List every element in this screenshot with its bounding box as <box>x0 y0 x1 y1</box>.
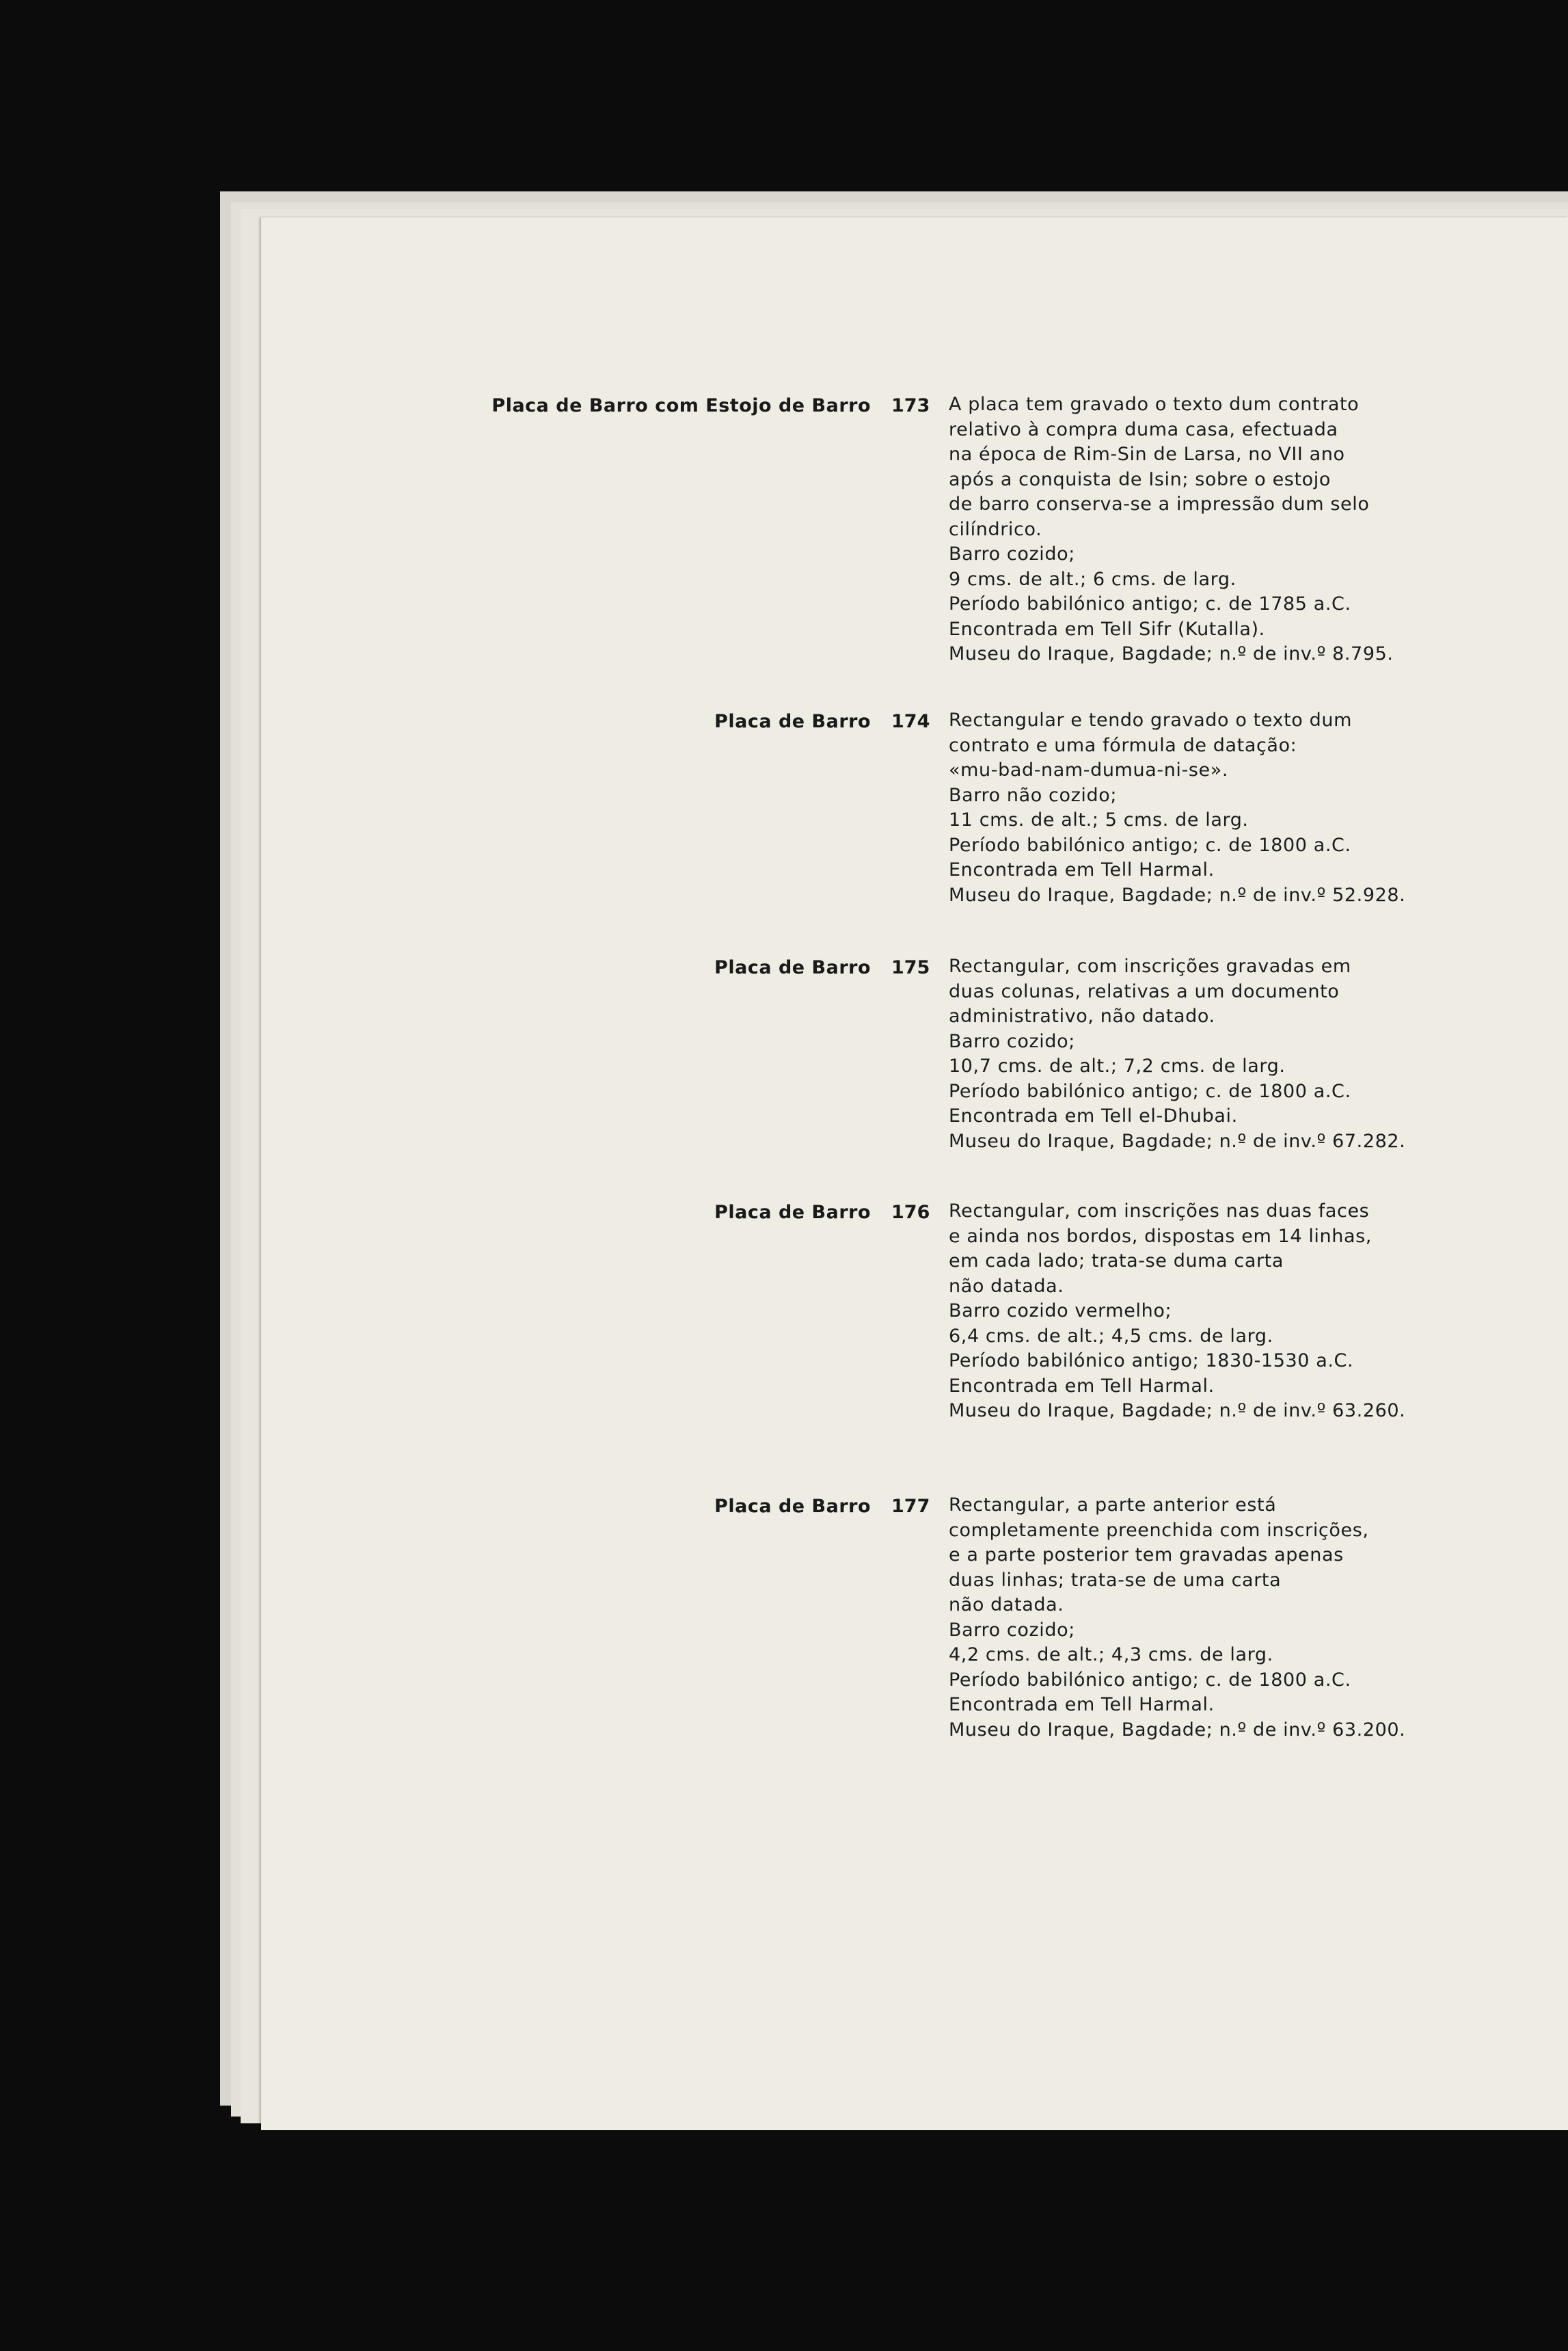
description-line: Rectangular, com inscrições nas duas faces <box>949 1200 1370 1222</box>
entry-number: 175 <box>891 957 930 978</box>
description-line: Museu do Iraque, Bagdade; n.º de inv.º 67.282. <box>949 1130 1406 1152</box>
description-line: Rectangular e tendo gravado o texto dum <box>949 710 1352 731</box>
description-line: Rectangular, com inscrições gravadas em <box>949 956 1351 977</box>
description-line: Encontrada em Tell el-Dhubai. <box>949 1105 1238 1127</box>
description-line: 9 cms. de alt.; 6 cms. de larg. <box>949 568 1236 590</box>
entry-description <box>949 708 1441 908</box>
description-line: «mu-bad-nam-dumua-ni-se». <box>949 760 1229 781</box>
description-line: duas linhas; trata-se de uma carta <box>949 1569 1282 1591</box>
entry-title: Placa de Barro <box>714 711 871 732</box>
description-line: 4,2 cms. de alt.; 4,3 cms. de larg. <box>949 1644 1273 1665</box>
description-line: 11 cms. de alt.; 5 cms. de larg. <box>949 809 1249 831</box>
description-line: completamente preenchida com inscrições, <box>949 1519 1369 1541</box>
description-line: Período babilónico antigo; 1830-1530 a.C. <box>949 1350 1354 1371</box>
entry-description <box>949 1493 1441 1743</box>
description-line: Barro cozido vermelho; <box>949 1300 1172 1321</box>
description-line: Período babilónico antigo; c. de 1785 a.C. <box>949 593 1351 615</box>
description-line: Museu do Iraque, Bagdade; n.º de inv.º 63.260. <box>949 1400 1406 1421</box>
description-line: e ainda nos bordos, dispostas em 14 linhas, <box>949 1225 1372 1247</box>
entry-title: Placa de Barro com Estojo de Barro <box>491 395 871 416</box>
description-line: Encontrada em Tell Harmal. <box>949 1375 1215 1397</box>
description-line: não datada. <box>949 1594 1064 1615</box>
description-line: Período babilónico antigo; c. de 1800 a.C. <box>949 1080 1351 1102</box>
entry-title: Placa de Barro <box>714 1496 871 1517</box>
description-line: e a parte posterior tem gravadas apenas <box>949 1544 1344 1566</box>
entry-number: 174 <box>891 711 930 732</box>
description-line: Museu do Iraque, Bagdade; n.º de inv.º 63.200. <box>949 1719 1406 1741</box>
description-line: na época de Rim-Sin de Larsa, no VII ano <box>949 444 1345 465</box>
description-line: duas colunas, relativas a um documento <box>949 980 1340 1002</box>
description-line: em cada lado; trata-se duma carta <box>949 1250 1284 1272</box>
description-line: de barro conserva-se a impressão dum selo <box>949 494 1370 515</box>
description-line: não datada. <box>949 1275 1064 1297</box>
description-line: Encontrada em Tell Harmal. <box>949 859 1215 881</box>
description-line: A placa tem gravado o texto dum contrato <box>949 394 1360 415</box>
catalogue-page <box>261 217 1568 2130</box>
entry-title: Placa de Barro <box>714 1202 871 1223</box>
description-line: cilíndrico. <box>949 518 1042 540</box>
entry-title: Placa de Barro <box>714 957 871 978</box>
description-line: Período babilónico antigo; c. de 1800 a.C. <box>949 834 1351 856</box>
description-line: contrato e uma fórmula de datação: <box>949 734 1297 756</box>
description-line: relativo à compra duma casa, efectuada <box>949 418 1338 440</box>
entry-number: 176 <box>891 1202 930 1223</box>
description-line: 6,4 cms. de alt.; 4,5 cms. de larg. <box>949 1325 1273 1347</box>
description-line: Barro cozido; <box>949 1030 1075 1052</box>
description-line: Rectangular, a parte anterior está <box>949 1494 1277 1516</box>
description-line: administrativo, não datado. <box>949 1006 1215 1027</box>
entry-description <box>949 1199 1441 1424</box>
description-line: Encontrada em Tell Harmal. <box>949 1694 1215 1715</box>
entry-number: 173 <box>891 395 930 416</box>
entry-number: 177 <box>891 1496 930 1517</box>
description-line: Período babilónico antigo; c. de 1800 a.C. <box>949 1669 1351 1691</box>
description-line: Museu do Iraque, Bagdade; n.º de inv.º 52.928. <box>949 884 1406 906</box>
description-line: Encontrada em Tell Sifr (Kutalla). <box>949 618 1265 640</box>
description-line: Barro cozido; <box>949 1619 1075 1641</box>
description-line: Barro cozido; <box>949 543 1075 565</box>
description-line: Barro não cozido; <box>949 784 1118 806</box>
description-line: após a conquista de Isin; sobre o estojo <box>949 468 1331 490</box>
description-line: Museu do Iraque, Bagdade; n.º de inv.º 8.795. <box>949 643 1394 664</box>
description-line: 10,7 cms. de alt.; 7,2 cms. de larg. <box>949 1056 1286 1077</box>
entry-description <box>949 954 1441 1154</box>
entry-description <box>949 392 1441 667</box>
